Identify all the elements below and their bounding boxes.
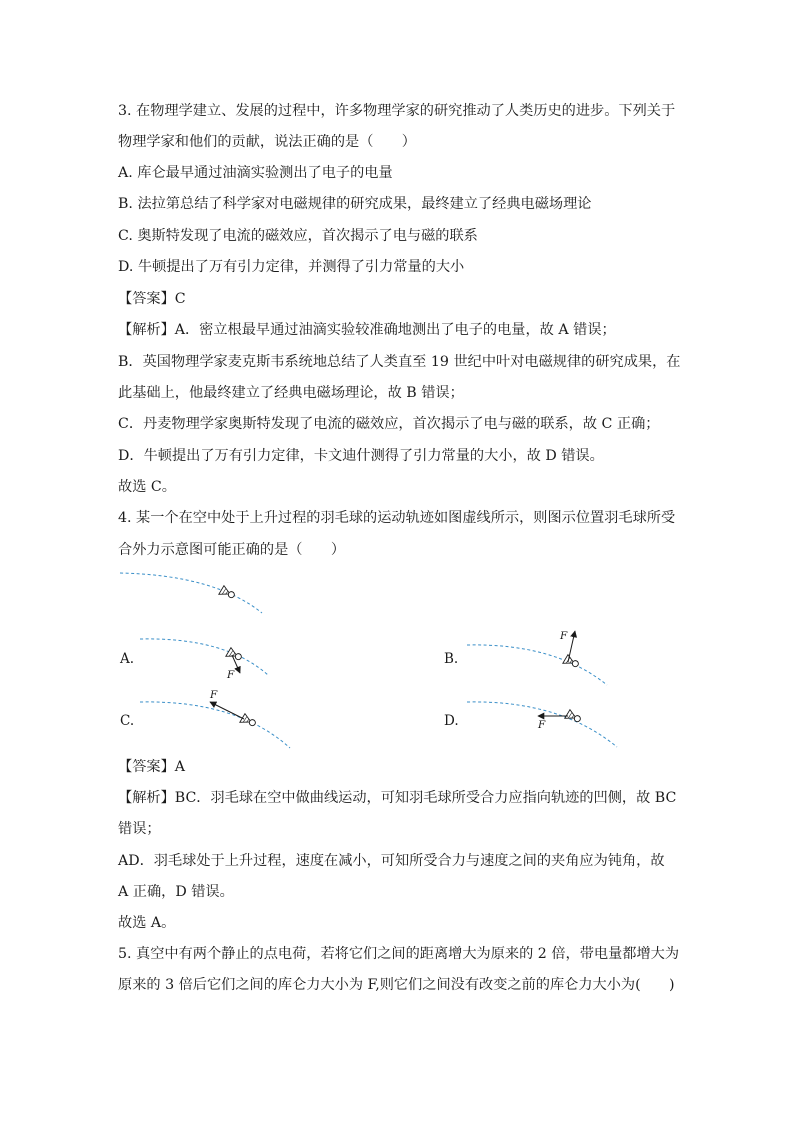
force-label-b: F	[560, 630, 568, 642]
q3-explanation-line-2: B．英国物理学家麦克斯韦系统地总结了人类直至 19 世纪中叶对电磁规律的研究成果，在	[118, 354, 681, 370]
q4-explanation-line-2: 错误；	[118, 821, 161, 837]
trajectory-dashed-line	[120, 573, 262, 613]
option-c-diagram	[120, 689, 290, 748]
q4-explanation-line-1: 【解析】BC．羽毛球在空中做曲线运动，可知羽毛球所受合力应指向轨迹的凹侧，故 BC	[118, 790, 677, 806]
option-a-label: A.	[120, 651, 135, 667]
force-label-c: F	[210, 689, 218, 701]
q3-answer: 【答案】C	[118, 291, 186, 307]
shuttlecock-icon	[565, 709, 582, 724]
q4-explanation-line-3: AD．羽毛球处于上升过程，速度在减小，可知所受合力与速度之间的夹角应为钝角，故	[118, 853, 665, 869]
q3-explanation-line-4: C．丹麦物理学家奥斯特发现了电流的磁效应，首次揭示了电与磁的联系，故 C 正确；	[118, 416, 660, 432]
shuttlecock-icon	[219, 585, 236, 600]
q4-conclusion: 故选 A。	[118, 915, 176, 931]
q4-explanation-line-4: A 正确，D 错误。	[118, 884, 234, 900]
q5-stem-line-2: 原来的 3 倍后它们之间的库仑力大小为 F,则它们之间没有改变之前的库仑力大小为( )	[118, 977, 675, 993]
option-c-label: C.	[120, 713, 135, 729]
option-b-diagram	[444, 630, 607, 685]
q3-stem-line-2: 物理学家和他们的贡献，说法正确的是（ ）	[118, 134, 416, 150]
q4-stem-line-1: 4. 某一个在空中处于上升过程的羽毛球的运动轨迹如图虚线所示，则图示位置羽毛球所受	[118, 510, 676, 526]
option-d-label: D.	[444, 713, 459, 729]
q3-option-a: A. 库仑最早通过油滴实验测出了电子的电量	[118, 165, 393, 181]
q3-explanation-line-1: 【解析】A．密立根最早通过油滴实验较准确地测出了电子的电量，故 A 错误；	[118, 322, 616, 338]
q3-option-d: D. 牛顿提出了万有引力定律，并测得了引力常量的大小	[118, 259, 465, 275]
option-b-label: B.	[444, 651, 459, 667]
option-a-diagram	[119, 639, 268, 681]
q3-option-b: B. 法拉第总结了科学家对电磁规律的研究成果，最终建立了经典电磁场理论	[118, 196, 592, 212]
q3-explanation-line-3: 此基础上，他最终建立了经典电磁场理论，故 B 错误；	[118, 385, 464, 401]
q3-stem-line-1: 3. 在物理学建立、发展的过程中，许多物理学家的研究推动了人类历史的进步。下列关于	[118, 103, 676, 119]
q3-explanation-line-5: D．牛顿提出了万有引力定律，卡文迪什测得了引力常量的大小，故 D 错误。	[118, 448, 604, 464]
option-d-diagram	[444, 702, 617, 747]
force-label-d: F	[538, 719, 546, 731]
q4-stem-line-2: 合外力示意图可能正确的是（ ）	[118, 542, 346, 558]
q4-figure	[110, 565, 630, 755]
q3-option-c: C. 奥斯特发现了电流的磁效应，首次揭示了电与磁的联系	[118, 228, 478, 244]
q5-stem-line-1: 5. 真空中有两个静止的点电荷，若将它们之间的距离增大为原来的 2 倍，带电量都增大为	[118, 946, 680, 962]
main-trajectory-diagram	[120, 573, 262, 613]
shuttlecock-icon	[240, 713, 257, 728]
force-label-a: F	[227, 669, 235, 681]
q3-conclusion: 故选 C。	[118, 479, 176, 495]
shuttlecock-icon	[563, 654, 580, 669]
q4-answer: 【答案】A	[118, 759, 185, 775]
